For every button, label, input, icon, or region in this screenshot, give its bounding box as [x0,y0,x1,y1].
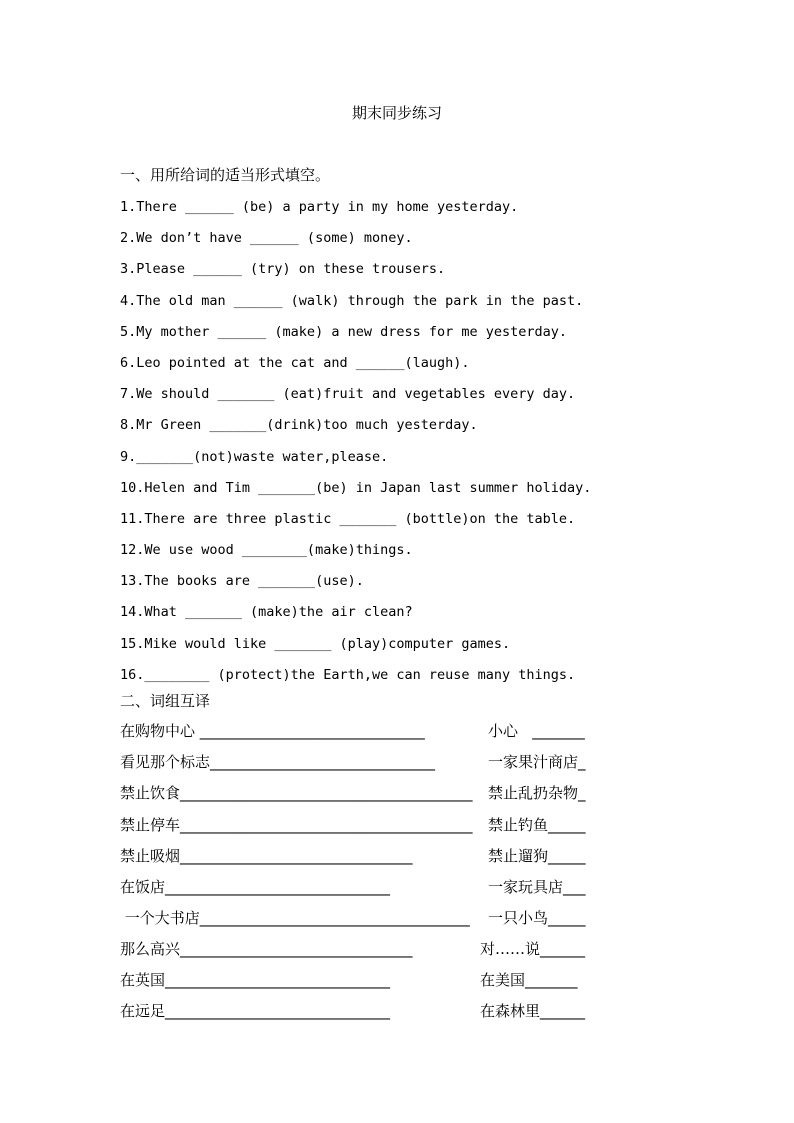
phrase-left: 禁止吸烟_______________________________ [120,847,413,865]
phrase-pair [0,814,794,838]
phrase-right: 在美国_______ [480,971,578,989]
exercise-item: 1.There ______ (be) a party in my home yesterday. [120,199,519,215]
phrase-right: 小心 _______ [488,722,585,740]
phrase-right: 对……说______ [480,940,586,958]
exercise-item: 3.Please ______ (try) on these trousers. [120,261,446,278]
phrase-pair [0,969,794,993]
phrase-left: 那么高兴_______________________________ [120,940,413,958]
phrase-pair [0,720,794,744]
exercise-item: 10.Helen and Tim _______(be) in Japan last summer holiday. [120,479,592,496]
phrase-left: 在购物中心 ______________________________ [120,722,425,740]
phrase-pair [0,751,794,775]
section1-heading: 一、用所给词的适当形式填空。 [120,166,331,184]
phrase-pair [0,845,794,869]
exercise-item: 8.Mr Green _______(drink)too much yesterday. [120,417,478,434]
phrase-left: 在饭店______________________________ [120,878,391,896]
page-title: 期末同步练习 [351,104,442,122]
phrase-right: 一家果汁商店_ [488,753,586,771]
exercise-item: 13.The books are _______(use). [120,573,364,590]
phrase-pair [0,907,794,931]
exercise-list [120,196,591,695]
phrase-left: 一个大书店____________________________________ [120,909,470,927]
exercise-item: 15.Mike would like _______ (play)computer games. [120,635,511,652]
phrase-pair [0,1000,794,1024]
phrase-right: 在森林里______ [480,1002,586,1020]
phrase-left: 禁止停车_______________________________________ [120,816,473,834]
phrase-pair [0,876,794,900]
phrase-right: 禁止钓鱼_____ [488,816,586,834]
phrase-left: 在远足______________________________ [120,1002,391,1020]
exercise-item: 16.________ (protect)the Earth,we can reuse many things. [120,666,576,683]
phrase-pair [0,938,794,962]
phrase-right: 一家玩具店___ [488,878,586,896]
exercise-item: 4.The old man ______ (walk) through the park in the past. [120,292,584,309]
exercise-item: 7.We should _______ (eat)fruit and vegetables every day. [120,386,576,403]
phrase-right: 一只小鸟_____ [488,909,586,927]
section2-heading: 二、词组互译 [120,692,211,710]
phrase-right: 禁止乱扔杂物_ [488,784,586,802]
exercise-item: 5.My mother ______ (make) a new dress for me yesterday. [120,323,568,340]
exercise-item: 9._______(not)waste water,please. [120,448,389,465]
phrase-left: 在英国______________________________ [120,971,391,989]
phrase-right: 禁止遛狗_____ [488,847,586,865]
phrase-pair [0,782,794,806]
exercise-item: 6.Leo pointed at the cat and ______(laugh). [120,354,470,371]
exercise-item: 14.What _______ (make)the air clean? [120,604,413,621]
phrase-left: 禁止饮食_______________________________________ [120,784,473,802]
exercise-item: 2.We don’t have ______ (some) money. [120,230,413,247]
exercise-item: 11.There are three plastic _______ (bottle)on the table. [120,510,576,527]
exercise-item: 12.We use wood ________(make)things. [120,542,413,559]
phrase-left: 看见那个标志______________________________ [120,753,436,771]
